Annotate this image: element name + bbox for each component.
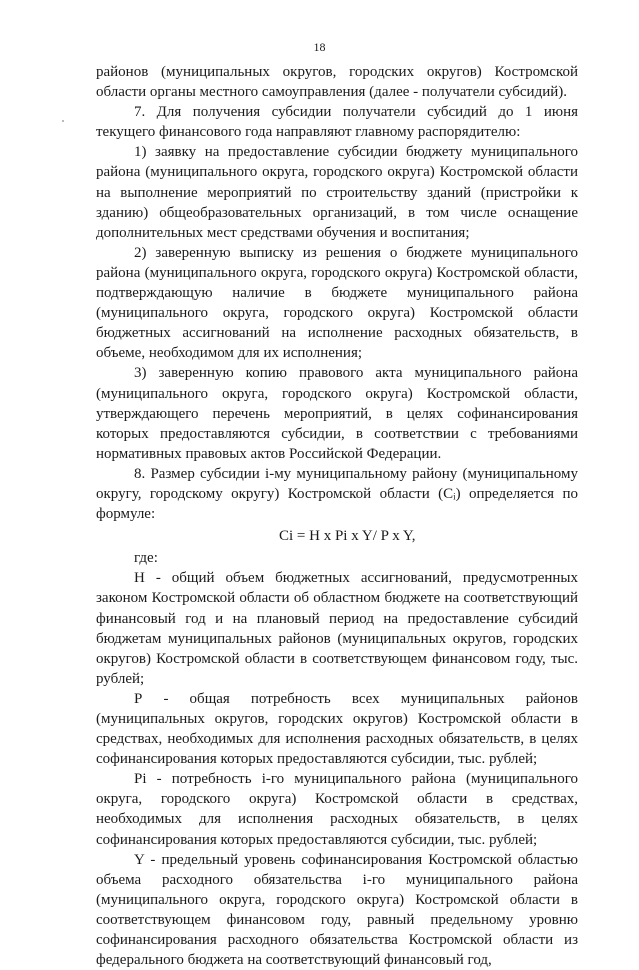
definition-p: Р - общая потребность всех муниципальных районов (муниципальных округов, городских округов) Костромской области в средствах, необходимых для исполнения расходных обязательств, в целях софинансирования которых предоставляются субсидии, тыс. рублей;: [96, 690, 578, 768]
paragraph-subitem-1: 1) заявку на предоставление субсидии бюджету муниципального района (муниципального округа, городского округа) Костромской области на выполнение мероприятий по строительству зданий (пристройки к зданию) общеобразовательных организаций, в том числе оснащение дополнительных мест средствами обучения и воспитания;: [96, 144, 578, 241]
definition-pi: Рi - потребность i-го муниципального района (муниципального округа, городского округа) Костромской области в средствах, необходимых для исполнения расходных обязательств, в целях софинансирования которых предоставляются субсидии, тыс. рублей;: [96, 771, 578, 848]
formula: Ci = H x Pi x Y/ P x Y,: [279, 528, 416, 545]
paragraph-subitem-3: 3) заверенную копию правового акта муниципального района (муниципального округа, городского округа) Костромской области, утверждающего перечень мероприятий, в целях софинансирования которых предоставляются субсидии, в соответствии с требованиями нормативных правовых актов Российской Федерации.: [96, 365, 578, 462]
definition-h: Н - общий объем бюджетных ассигнований, предусмотренных законом Костромской области об областном бюджете на соответствующий финансовый год и на плановый период на предоставление субсидий бюджетам муниципальных районов (муниципальных округов, городских округов) Костромской области в соответствующем финансовом году, тыс. рублей;: [96, 570, 578, 687]
paragraph-item-8: 8. Размер субсидии i-му муниципальному району (муниципальному округу, городскому округу) Костромской области (Сᵢ) определяется по формуле:: [96, 465, 578, 523]
page-number: 18: [313, 40, 326, 54]
scan-speck: [62, 120, 64, 122]
definition-y: Y - предельный уровень софинансирования Костромской областью объема расходного обязательства i-го муниципального района (муниципального округа, городского округа) Костромской области в соответствующем финансовом году, равный предельному уровню софинансирования расходного обязательства Костромской области из федерального бюджета на соответствующий финансовый год,: [96, 851, 578, 969]
paragraph-continuation: районов (муниципальных округов, городских округов) Костромской области органы местного самоуправления (далее - получатели субсидий).: [96, 64, 578, 101]
paragraph-subitem-2: 2) заверенную выписку из решения о бюджете муниципального района (муниципального округа, городского округа) Костромской области, подтверждающую наличие в бюджете муниципального района (муниципального округа, городского округа) Костромской области бюджетных ассигнований на исполнение расходных обязательств, в объеме, необходимом для их исполнения;: [96, 244, 578, 362]
paragraph-where: где:: [134, 550, 158, 567]
document-body: [96, 62, 578, 970]
paragraph-item-7: 7. Для получения субсидии получатели субсидий до 1 июня текущего финансового года направляют главному распорядителю:: [96, 104, 578, 141]
